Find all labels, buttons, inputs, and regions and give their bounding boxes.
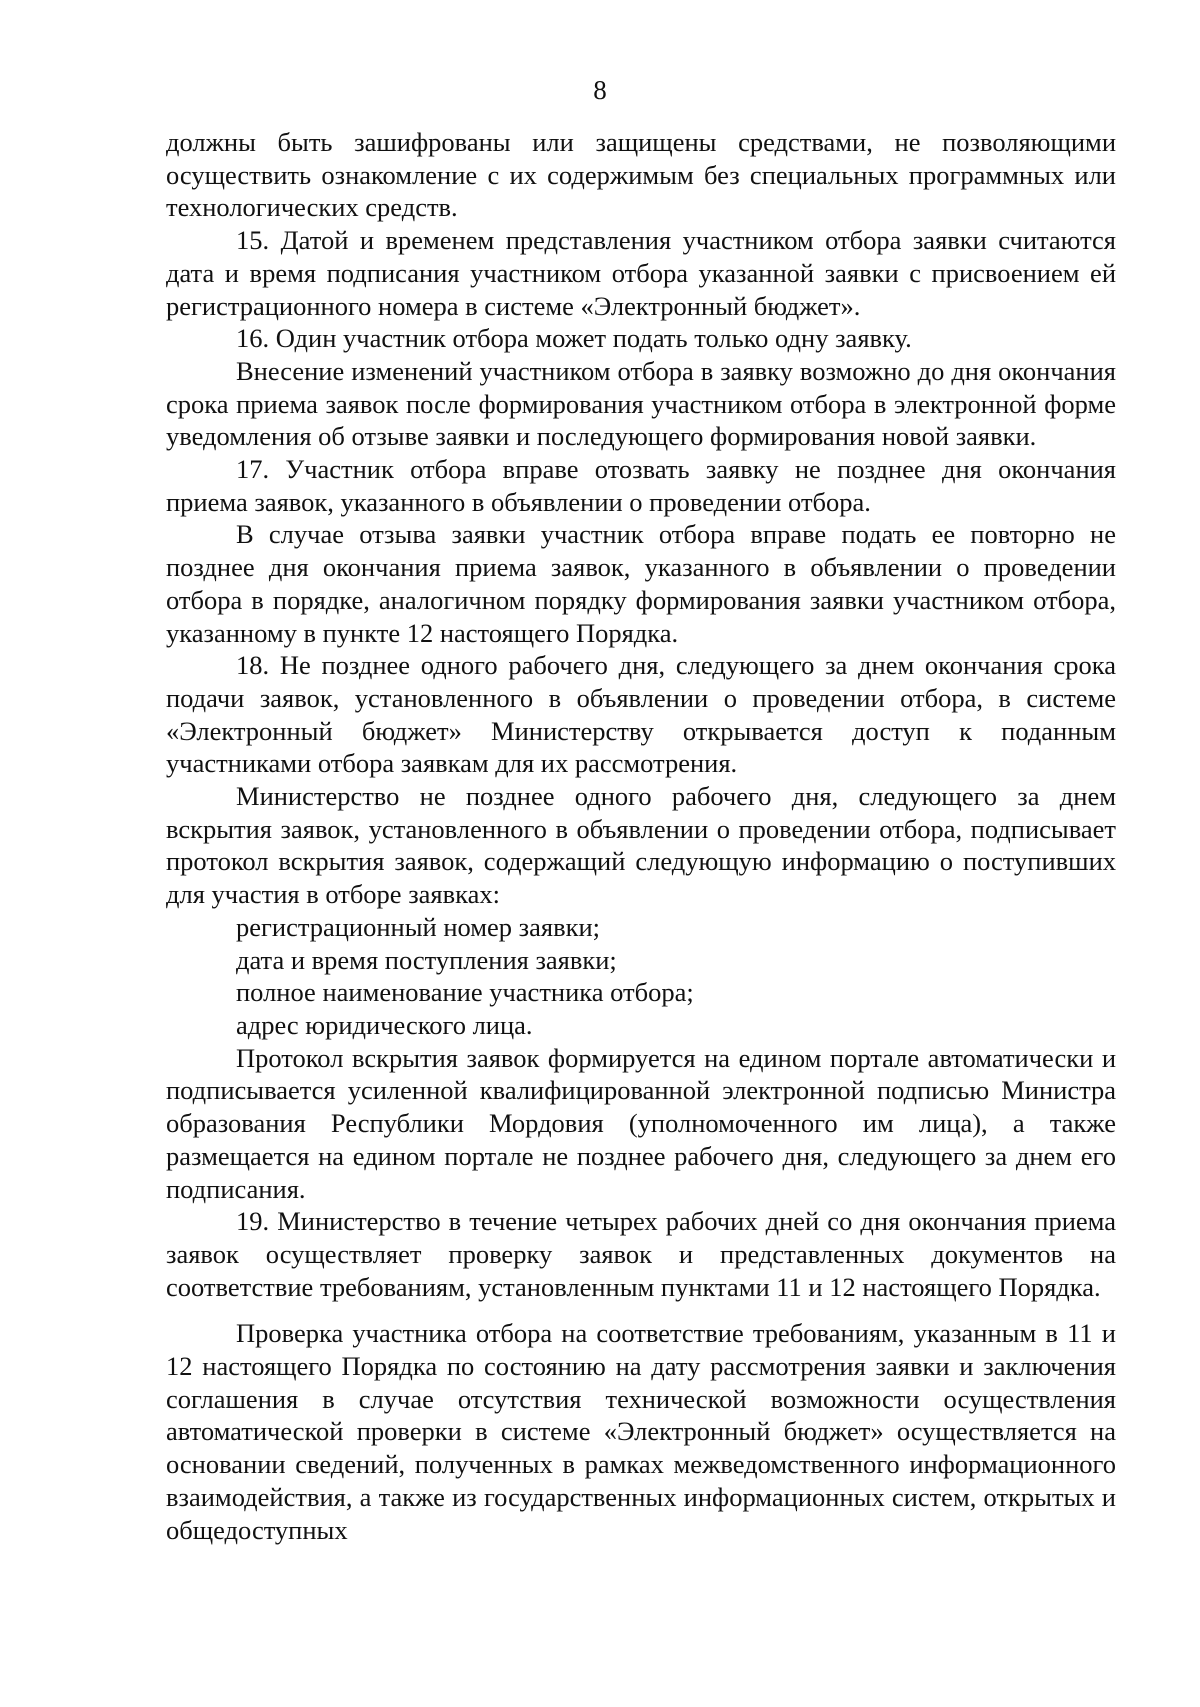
list-item-date-time: дата и время поступления заявки; <box>236 944 617 975</box>
paragraph-18-protocol: Министерство не позднее одного рабочего дня, следующего за днем вскрытия заявок, установленного в объявлении о проведении отбора, подписывает протокол вскрытия заявок, содержащий следующую информацию о поступивших для участия в отборе заявках: <box>166 781 1116 910</box>
paragraph-19-verification: Проверка участника отбора на соответствие требованиям, указанным в 11 и 12 настоящего Порядка по состоянию на дату рассмотрения заявки и заключения соглашения в случае отсутствия технической возможности осуществления автоматической проверки в системе «Электронный бюджет» осуществляется на основании сведений, полученных в рамках межведомственного информационного взаимодействия, а также из государственных информационных систем, открытых и общедоступных <box>166 1318 1116 1545</box>
paragraph-19: 19. Министерство в течение четырех рабочих дней со дня окончания приема заявок осуществляет проверку заявок и представленных документов на соответствие требованиям, установленным пунктами 11 и 12 настоящего Порядка. <box>166 1206 1116 1302</box>
list-item-participant-name: полное наименование участника отбора; <box>236 977 694 1008</box>
paragraph-16: 16. Один участник отбора может подать только одну заявку. <box>236 323 912 354</box>
page-number: 8 <box>593 75 607 105</box>
paragraph-18: 18. Не позднее одного рабочего дня, следующего за днем окончания срока подачи заявок, установленного в объявлении о проведении отбора, в системе «Электронный бюджет» Министерству открывается доступ к поданным участниками отбора заявкам для их рассмотрения. <box>166 650 1116 779</box>
paragraph-protocol-portal: Протокол вскрытия заявок формируется на едином портале автоматически и подписывается усиленной квалифицированной электронной подписью Министра образования Республики Мордовия (уполномоченного им лица), а также размещается на едином портале не позднее рабочего дня, следующего за днем его подписания. <box>166 1042 1116 1204</box>
paragraph-17-resubmit: В случае отзыва заявки участник отбора вправе подать ее повторно не позднее дня окончания приема заявок, указанного в объявлении о проведении отбора в порядке, аналогичном порядку формирования заявки участником отбора, указанному в пункте 12 настоящего Порядка. <box>166 519 1116 648</box>
paragraph-continuation: должны быть зашифрованы или защищены средствами, не позволяющими осуществить ознакомление с их содержимым без специальных программных или технологических средств. <box>166 127 1116 223</box>
list-item-registration-number: регистрационный номер заявки; <box>236 911 601 942</box>
paragraph-17: 17. Участник отбора вправе отозвать заявку не позднее дня окончания приема заявок, указанного в объявлении о проведении отбора. <box>166 454 1116 517</box>
paragraph-15: 15. Датой и временем представления участником отбора заявки считаются дата и время подписания участником отбора указанной заявки с присвоением ей регистрационного номера в системе «Электронный бюджет». <box>166 225 1116 321</box>
document-body <box>166 126 1116 1546</box>
list-item-legal-address: адрес юридического лица. <box>236 1009 533 1040</box>
paragraph-16-changes: Внесение изменений участником отбора в заявку возможно до дня окончания срока приема заявок после формирования участником отбора в электронной форме уведомления об отзыве заявки и последующего формирования новой заявки. <box>166 355 1116 452</box>
